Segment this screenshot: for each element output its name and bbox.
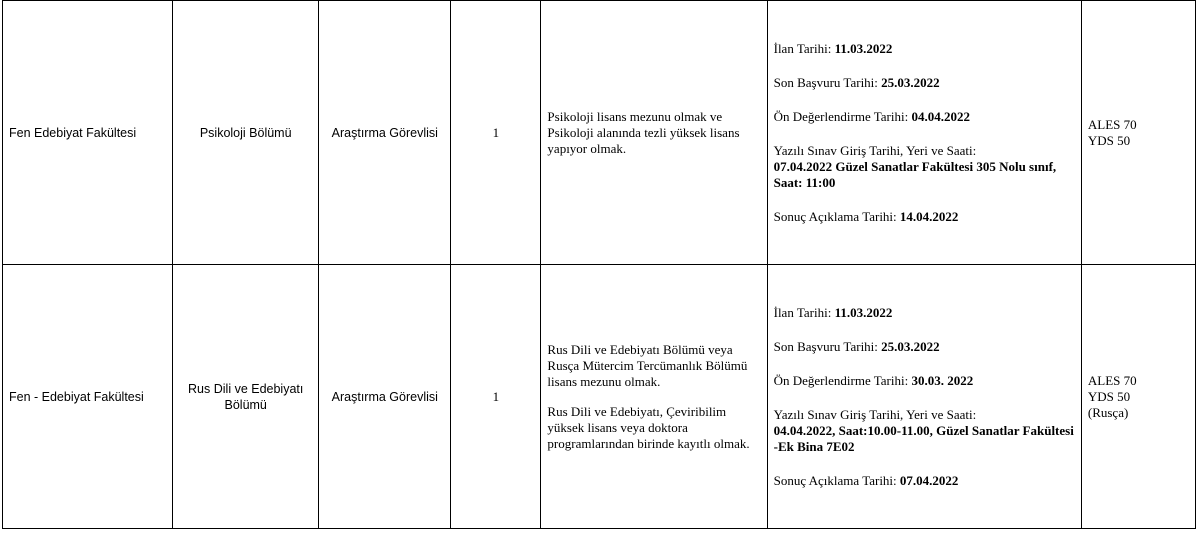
exam-info: Yazılı Sınav Giriş Tarihi, Yeri ve Saati: 07.04.2022 Güzel Sanatlar Fakültesi 305 Nolu sınıf, Saat: 11:00: [773, 142, 1057, 190]
position-cell: [319, 265, 451, 529]
dates-cell: [767, 1, 1081, 265]
scores-cell: [1081, 265, 1195, 529]
score-requirement: ALES 70: [1087, 116, 1137, 132]
count-cell: [451, 1, 541, 265]
application-deadline: Son Başvuru Tarihi: 25.03.2022: [773, 338, 940, 354]
requirements-cell: [541, 1, 767, 265]
result-date: Sonuç Açıklama Tarihi: 07.04.2022: [773, 472, 959, 488]
position-count: 1: [492, 124, 500, 140]
position-count: 1: [492, 388, 500, 404]
count-cell: [451, 265, 541, 529]
position-title: Araştırma Görevlisi: [331, 125, 438, 140]
position-title: Araştırma Görevlisi: [331, 389, 438, 404]
faculty-name: Fen - Edebiyat Fakültesi: [9, 389, 144, 404]
department-name: Psikoloji Bölümü: [199, 125, 292, 140]
position-cell: [319, 1, 451, 265]
faculty-name: Fen Edebiyat Fakültesi: [9, 125, 137, 140]
announcement-date: İlan Tarihi: 11.03.2022: [773, 40, 893, 56]
faculty-cell: [3, 265, 173, 529]
requirement-text: Psikoloji lisans mezunu olmak ve Psikoloji alanında tezli yüksek lisans yapıyor olmak.: [547, 108, 740, 156]
score-requirement: YDS 50: [1087, 388, 1131, 404]
score-requirement: (Rusça): [1087, 404, 1129, 420]
scores-cell: [1081, 1, 1195, 265]
result-date: Sonuç Açıklama Tarihi: 14.04.2022: [773, 208, 959, 224]
pre-evaluation-date: Ön Değerlendirme Tarihi: 04.04.2022: [773, 108, 970, 124]
score-requirement: YDS 50: [1087, 132, 1131, 148]
requirement-text: Rus Dili ve Edebiyatı, Çeviribilim yüksek lisans veya doktora programlarından birinde kayıtlı olmak.: [547, 403, 750, 451]
faculty-cell: [3, 1, 173, 265]
department-cell: [173, 265, 319, 529]
score-requirement: ALES 70: [1087, 372, 1137, 388]
requirements-cell: [541, 265, 767, 529]
announcement-date: İlan Tarihi: 11.03.2022: [773, 304, 893, 320]
dates-cell: [767, 265, 1081, 529]
requirement-text: Rus Dili ve Edebiyatı Bölümü veya Rusça Mütercim Tercümanlık Bölümü lisans mezunu olmak.: [547, 341, 748, 389]
department-name: Rus Dili ve Edebiyatı Bölümü: [188, 381, 304, 412]
announcement-table: [2, 0, 1196, 529]
table-row: [3, 265, 1196, 529]
department-cell: [173, 1, 319, 265]
table-row: [3, 1, 1196, 265]
application-deadline: Son Başvuru Tarihi: 25.03.2022: [773, 74, 940, 90]
exam-info: Yazılı Sınav Giriş Tarihi, Yeri ve Saati: 04.04.2022, Saat:10.00-11.00, Güzel Sanatlar Fakültesi -Ek Bina 7E02: [773, 406, 1074, 454]
pre-evaluation-date: Ön Değerlendirme Tarihi: 30.03. 2022: [773, 372, 974, 388]
